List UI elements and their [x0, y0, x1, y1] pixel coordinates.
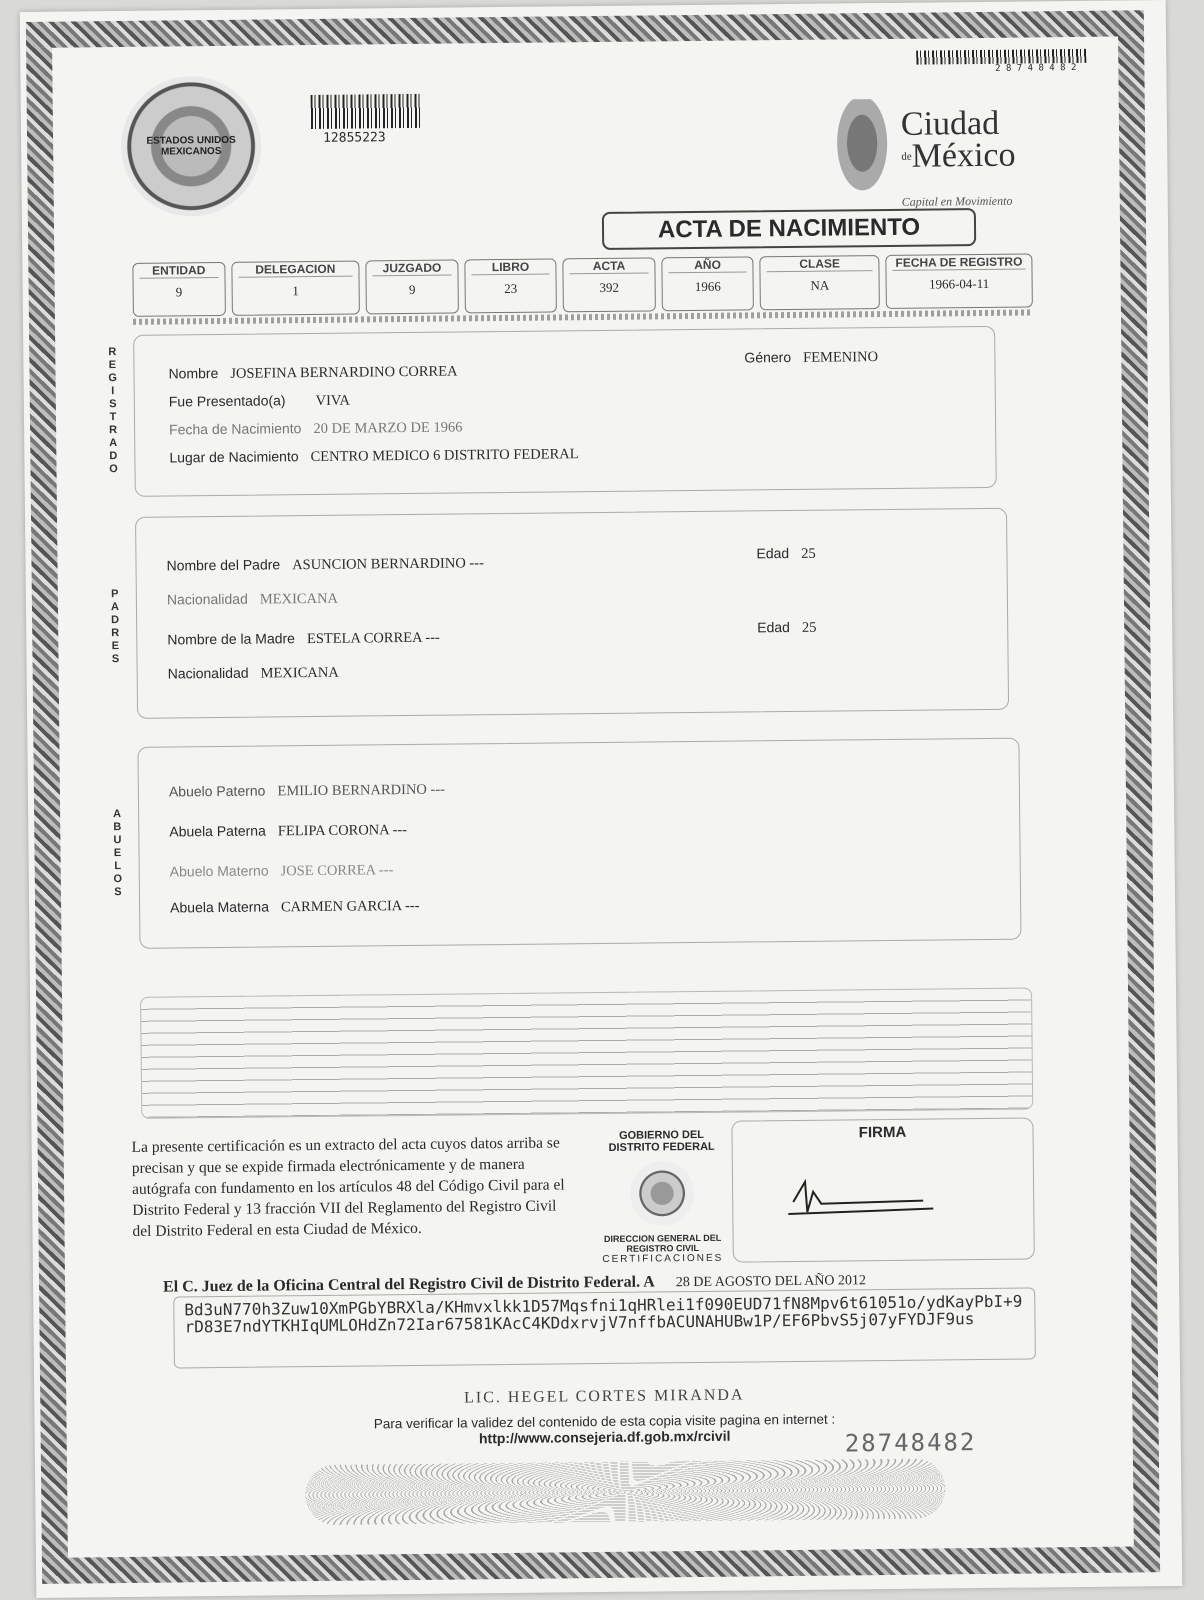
field-key: Edad [757, 619, 790, 636]
stamp-seal-icon [630, 1161, 695, 1226]
registro-entidad [132, 262, 225, 317]
top-barcode-number: 12855223 [322, 130, 386, 146]
signature-scribble-icon [733, 1139, 1034, 1242]
abuela-paterna [169, 821, 407, 841]
signer-name: LIC. HEGEL CORTES MIRANDA [463, 1386, 745, 1407]
government-stamp [581, 1129, 742, 1266]
field-value: MEXICANA [259, 590, 339, 608]
dir-line2: REGISTRO CIVIL [626, 1242, 700, 1254]
digital-signature-box [173, 1287, 1036, 1368]
registro-label: LIBRO [471, 260, 550, 276]
cdmx-name-de: de [901, 150, 912, 163]
padre-nombre [166, 554, 484, 575]
field-value: 25 [801, 545, 816, 562]
registro-acta [563, 257, 656, 312]
registro-value: 1966-04-11 [928, 275, 990, 292]
field-key: Abuelo Materno [169, 862, 269, 880]
padres-section [110, 508, 1009, 719]
field-value: FELIPA CORONA --- [277, 822, 408, 840]
registro-value: 9 [175, 284, 183, 300]
field-key: Edad [756, 545, 790, 562]
field-key: Abuelo Paterno [168, 782, 266, 800]
blank-annotation-lines [140, 987, 1033, 1118]
registro-fecha [885, 253, 1032, 309]
registrado-section [108, 326, 997, 497]
field-value: JOSEFINA BERNARDINO CORREA [230, 363, 458, 382]
registro-label: FECHA DE REGISTRO [892, 255, 1025, 271]
field-key: Nacionalidad [166, 590, 248, 608]
registro-row [132, 253, 1033, 316]
dir-line3: CERTIFICACIONES [602, 1252, 724, 1266]
cdmx-name-line2: México [911, 136, 1016, 175]
registro-libro [464, 258, 557, 313]
field-key: Fecha de Nacimiento [169, 420, 302, 438]
registrado-lugar [169, 445, 578, 467]
field-key: Género [744, 348, 792, 366]
abuelos-side-label: A B U E L O S [113, 808, 123, 899]
registro-label: ENTIDAD [139, 263, 218, 279]
cdmx-logo [827, 97, 1088, 220]
field-value: 25 [801, 619, 817, 636]
cdmx-name [900, 104, 1016, 175]
birth-certificate-page [20, 0, 1183, 1598]
registro-clase [760, 255, 880, 310]
folio-number: 28748482 [844, 1428, 977, 1458]
seal-text: ESTADOS UNIDOS MEXICANOS [146, 134, 236, 158]
field-key: Fue Presentado(a) [168, 392, 286, 410]
verification-url[interactable]: http://www.consejeria.df.gob.mx/rcivil [478, 1427, 731, 1447]
field-value: ESTELA CORREA --- [306, 629, 440, 648]
cdmx-name-line1: Ciudad [900, 104, 1000, 143]
field-value: FEMENINO [803, 349, 879, 366]
document-title: ACTA DE NACIMIENTO [602, 208, 976, 250]
registrado-fecha [169, 418, 463, 439]
field-value: CENTRO MEDICO 6 DISTRITO FEDERAL [310, 446, 579, 466]
madre-edad [757, 619, 816, 638]
field-key: Nombre de la Madre [167, 630, 296, 648]
registro-label: DELEGACION [238, 262, 353, 278]
registro-value: 9 [408, 281, 416, 297]
issue-date: 28 DE AGOSTO DEL AÑO 2012 [675, 1273, 867, 1291]
madre-nombre [167, 629, 440, 650]
field-value: EMILIO BERNARDINO --- [277, 781, 446, 800]
field-key: Nombre [168, 364, 219, 382]
dir-line1: DIRECCION GENERAL DEL [603, 1232, 722, 1244]
madre-nacionalidad [168, 664, 339, 684]
verification-text: Para verificar la validez del contenido de esta copia visite pagina en internet : [373, 1411, 836, 1432]
abuelos-section [113, 738, 1021, 949]
gov-line2: DISTRITO FEDERAL [608, 1140, 715, 1154]
field-value: MEXICANA [260, 664, 339, 682]
registrado-side-label: R E G I S T R A D O [108, 346, 118, 476]
registro-value: NA [810, 277, 830, 293]
padre-nacionalidad [167, 590, 338, 610]
field-key: Nombre del Padre [166, 556, 281, 574]
registro-anio [661, 256, 754, 311]
field-value: 20 DE MARZO DE 1966 [313, 419, 463, 437]
field-value: JOSE CORREA --- [280, 862, 394, 880]
registro-value: 1 [292, 283, 299, 299]
registro-value: 1966 [694, 278, 721, 294]
judge-text: El C. Juez de la Oficina Central del Registro Civil de Distrito Federal. A [162, 1273, 654, 1296]
registro-label: ACTA [570, 258, 649, 274]
field-key: Abuela Materna [170, 898, 270, 916]
bottom-guilloche-pattern [305, 1458, 946, 1525]
padre-edad [756, 545, 815, 564]
national-seal-icon [120, 76, 261, 217]
right-barcode-number: 2 8 7 4 8 4 8 2 [995, 62, 1077, 74]
field-key: Nacionalidad [167, 664, 249, 682]
field-value: VIVA [315, 392, 351, 409]
angel-icon [827, 99, 898, 210]
signature-box [731, 1117, 1034, 1262]
field-key: Lugar de Nacimiento [169, 448, 299, 466]
registrado-presentado [169, 392, 350, 412]
registro-label: AÑO [668, 257, 747, 273]
certificate-content [90, 47, 1111, 1527]
padres-side-label: P A D R E S [110, 588, 120, 666]
abuela-materna [170, 897, 420, 918]
registro-value: 392 [599, 279, 620, 295]
field-value: ASUNCION BERNARDINO --- [292, 555, 484, 574]
field-key: Abuela Paterna [169, 822, 266, 840]
registro-juzgado [366, 259, 459, 314]
abuelo-materno [170, 861, 394, 881]
registro-value: 23 [504, 280, 518, 296]
registro-label: JUZGADO [373, 261, 452, 277]
certification-text: La presente certificación es un extracto del acta cuyos datos arriba se precisan y que se expide firmada electrónicamente y de manera autógrafa con fundamento en los artículos 48 del Código Civil para el Distrito Federal y 13 fracción VII del Reglamento del Registro Civil del Distrito Federal en esta Ciudad de México. [131, 1134, 565, 1240]
gov-line1: GOBIERNO DEL [618, 1128, 705, 1142]
digital-signature-hash: Bd3uN770h3Zuw10XmPGbYBRXla/KHmvxlkk1D57Mqsfni1qHRlei1f090EUD71fN8Mpv6t61051o/ydKayPbI+9rD83E7ndYTKHIqUMLOHdZn72Iar67581KAcC4KDdxrvjV7nffbACUNAHUBw1P/EF6PbvS5j07yFYDJF9us [184, 1291, 1023, 1337]
cdmx-tagline: Capital en Movimiento [901, 193, 1013, 209]
registrado-nombre [168, 362, 457, 383]
field-value: CARMEN GARCIA --- [280, 897, 420, 916]
signature-label: FIRMA [858, 1123, 907, 1142]
registro-label: CLASE [767, 256, 873, 272]
abuelo-paterno [169, 781, 445, 802]
registro-delegacion [231, 260, 360, 315]
registrado-genero [744, 348, 878, 367]
top-barcode [311, 94, 421, 129]
